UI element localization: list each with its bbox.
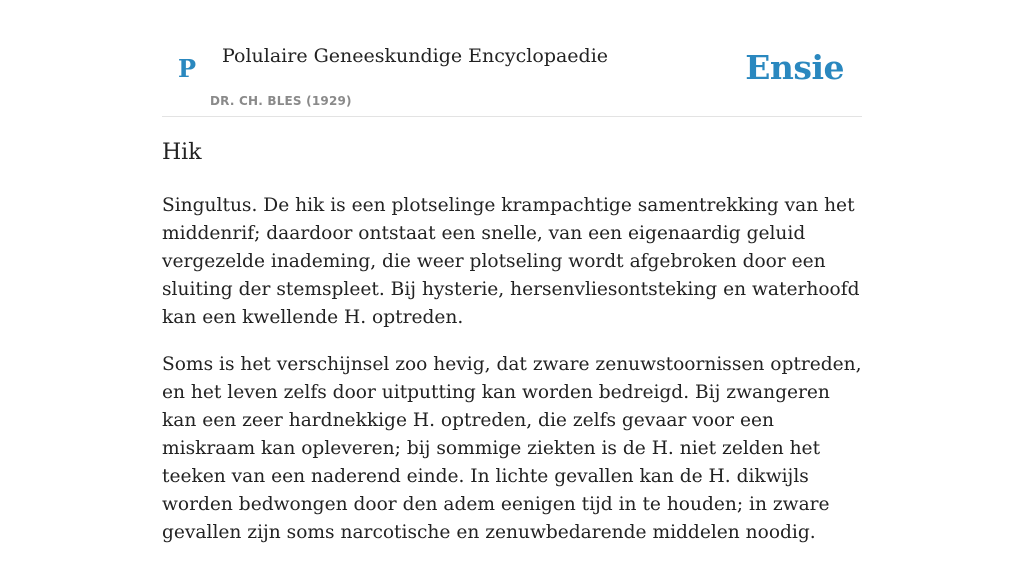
entry-body: [162, 192, 862, 566]
page: [162, 0, 862, 543]
book-title[interactable]: Polulaire Geneeskundige Encyclopaedie: [222, 45, 609, 67]
entry-paragraph: Singultus. De hik is een plotselinge krampachtige samentrekking van het middenrif; daardoor ontstaat een snelle, van een eigenaardig geluid vergezelde inademing, die weer plotseling wordt afgebroken door een sluiting der stemspleet. Bij hysterie, hersenvliesontsteking en waterhoofd kan een kwellende H. optreden.: [162, 195, 860, 328]
book-logo-icon[interactable]: P: [178, 54, 197, 83]
entry-paragraph: Soms is het verschijnsel zoo hevig, dat zware zenuwstoornissen optreden, en het leven zelfs door uitputting kan worden bedreigd. Bij zwangeren kan een zeer hardnekkige H. optreden, die zelfs gevaar voor een miskraam kan opleveren; bij sommige ziekten is de H. niet zelden het teeken van een naderend einde. In lichte gevallen kan de H. dikwijls worden bedwongen door den adem eenigen tijd in te houden; in zware gevallen zijn soms narcotische en zenuwbedarende middelen noodig.: [162, 354, 862, 543]
book-author: DR. CH. BLES (1929): [210, 94, 352, 108]
header: [162, 0, 862, 117]
brand-logo[interactable]: Ensie: [745, 48, 844, 87]
entry-title: Hik: [162, 140, 202, 165]
